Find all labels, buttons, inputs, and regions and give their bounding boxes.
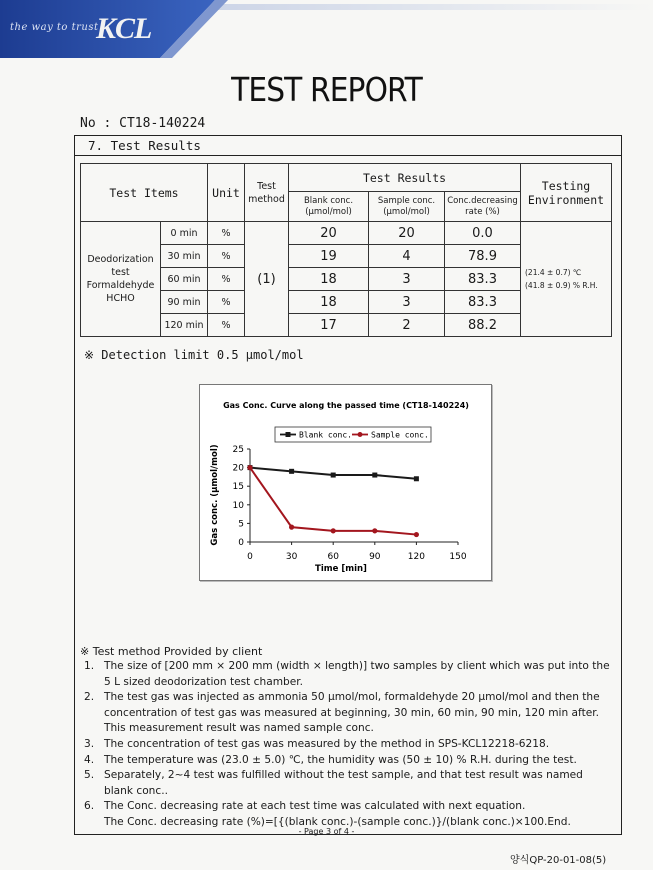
- rate-value: 88.2: [445, 314, 521, 337]
- sample-value: 3: [369, 268, 445, 291]
- section-divider: [74, 155, 622, 156]
- blank-value: 17: [289, 314, 369, 337]
- list-item: [84, 737, 614, 753]
- list-item: [84, 768, 614, 799]
- time-cell: 90 min: [161, 291, 208, 314]
- note-number: 6.: [84, 800, 95, 813]
- note-text: Separately, 2~4 test was fulfilled without the test sample, and that test result was named blank conc..: [104, 769, 583, 797]
- blank-conc-unit: (μmol/mol): [305, 206, 352, 217]
- item-line: test: [111, 267, 130, 278]
- sample-value: 3: [369, 291, 445, 314]
- report-number: No : CT18-140224: [80, 116, 206, 131]
- notes-list: [84, 659, 614, 831]
- decreasing-rate-label: Conc.decreasing: [447, 195, 518, 206]
- results-table: [80, 163, 612, 337]
- kcl-logo: KCL: [96, 12, 152, 45]
- time-cell: 60 min: [161, 268, 208, 291]
- rate-value: 78.9: [445, 245, 521, 268]
- unit-cell: %: [208, 314, 245, 337]
- blank-value: 18: [289, 268, 369, 291]
- y-tick-label: 5: [238, 519, 244, 530]
- unit-cell: %: [208, 222, 245, 245]
- y-tick-label: 20: [232, 463, 244, 474]
- environment-cell: [521, 222, 612, 337]
- list-item: [84, 690, 614, 737]
- series-point-blank: [414, 476, 419, 481]
- item-line: Deodorization: [87, 254, 154, 265]
- series-point-sample: [247, 465, 252, 470]
- y-tick-label: 10: [232, 500, 244, 511]
- list-item: [84, 799, 614, 830]
- y-tick-label: 0: [238, 538, 244, 548]
- sample-value: 4: [369, 245, 445, 268]
- sample-value: 2: [369, 314, 445, 337]
- series-point-sample: [372, 528, 377, 533]
- series-point-blank: [372, 473, 377, 478]
- test-item-name: [81, 222, 161, 337]
- gas-conc-chart: [199, 384, 492, 581]
- time-cell: 30 min: [161, 245, 208, 268]
- header-test-items: Test Items: [81, 164, 208, 222]
- section-title: 7. Test Results: [88, 138, 201, 153]
- header-blank-conc: [289, 192, 369, 222]
- x-tick-label: 60: [327, 552, 339, 562]
- note-text: The Conc. decreasing rate at each test time was calculated with next equation.: [104, 800, 526, 813]
- header-banner: [0, 0, 653, 62]
- series-point-blank: [289, 469, 294, 474]
- report-title: TEST REPORT: [231, 70, 422, 109]
- equation: The Conc. decreasing rate (%)=[{(blank conc.)-(sample conc.)}/(blank conc.)×100.End.: [104, 815, 571, 828]
- unit-cell: %: [208, 245, 245, 268]
- detection-limit: ※ Detection limit 0.5 μmol/mol: [84, 348, 304, 362]
- time-cell: 120 min: [161, 314, 208, 337]
- rate-value: 83.3: [445, 268, 521, 291]
- header-test-results: Test Results: [289, 164, 521, 192]
- note-text: The concentration of test gas was measured by the method in SPS-KCL12218-6218.: [104, 737, 550, 750]
- environment-temperature: (21.4 ± 0.7) ℃: [525, 268, 582, 277]
- legend-marker-0: [286, 432, 291, 437]
- sample-conc-unit: (μmol/mol): [383, 206, 430, 217]
- rate-value: 83.3: [445, 291, 521, 314]
- environment-humidity: (41.8 ± 0.9) % R.H.: [525, 281, 598, 290]
- y-tick-label: 25: [232, 445, 244, 455]
- series-point-sample: [331, 528, 336, 533]
- chart-y-label: Gas conc. (μmol/mol): [210, 444, 220, 546]
- chart-svg: [200, 385, 493, 582]
- x-tick-label: 30: [285, 552, 298, 562]
- note-number: 3.: [84, 737, 95, 750]
- x-tick-label: 90: [369, 552, 381, 562]
- test-method-cell: (1): [245, 222, 289, 337]
- table-row: [81, 222, 612, 245]
- note-number: 4.: [84, 753, 95, 766]
- note-number: 1.: [84, 660, 95, 672]
- page-footer: - Page 3 of 4 -: [298, 827, 355, 836]
- sample-value: 20: [369, 222, 445, 245]
- legend-marker-1: [358, 432, 363, 437]
- list-item: [84, 753, 614, 769]
- header-sample-conc: [369, 192, 445, 222]
- note-text: The size of [200 mm × 200 mm (width × length)] two samples by client which was put into the 5 L sized deodorization test chamber.: [104, 660, 610, 688]
- blank-conc-label: Blank conc.: [303, 195, 354, 206]
- item-line: Formaldehyde: [86, 280, 155, 291]
- blank-value: 19: [289, 245, 369, 268]
- sample-conc-label: Sample conc.: [377, 195, 436, 206]
- header-test-method: Test method: [245, 164, 289, 222]
- x-tick-label: 120: [407, 552, 425, 562]
- unit-cell: %: [208, 268, 245, 291]
- series-point-sample: [289, 525, 294, 530]
- form-code: 양식QP-20-01-08(5): [510, 855, 607, 866]
- legend-label-1: Sample conc.: [371, 430, 429, 440]
- header-unit: Unit: [208, 164, 245, 222]
- note-number: 5.: [84, 769, 95, 782]
- chart-title: Gas Conc. Curve along the passed time (CT18-140224): [223, 401, 469, 410]
- note-text: The test gas was injected as ammonia 50 μmol/mol, formaldehyde 20 μmol/mol and then the concentration of test gas was measured at beginning, 30 min, 60 min, 90 min, 120 min after. This measurement result was named sample conc.: [104, 691, 600, 735]
- note-text: The temperature was (23.0 ± 5.0) ℃, the humidity was (50 ± 10) % R.H. during the test.: [104, 753, 577, 766]
- x-tick-label: 0: [247, 552, 253, 562]
- decreasing-rate-unit: rate (%): [465, 206, 500, 217]
- header-decreasing-rate: [445, 192, 521, 222]
- y-tick-label: 15: [232, 482, 244, 493]
- series-point-blank: [331, 473, 336, 478]
- legend-label-0: Blank conc.: [299, 430, 352, 440]
- series-line-1: [250, 468, 416, 535]
- item-line: HCHO: [106, 293, 135, 304]
- x-tick-label: 150: [449, 552, 467, 562]
- header-testing-environment: Testing Environment: [521, 164, 612, 222]
- chart-x-label: Time [min]: [315, 564, 367, 574]
- series-point-sample: [414, 532, 419, 537]
- rate-value: 0.0: [445, 222, 521, 245]
- blank-value: 18: [289, 291, 369, 314]
- blank-value: 20: [289, 222, 369, 245]
- time-cell: 0 min: [161, 222, 208, 245]
- list-item: [84, 659, 614, 690]
- notes-heading: ※ Test method Provided by client: [80, 645, 263, 658]
- unit-cell: %: [208, 291, 245, 314]
- note-number: 2.: [84, 691, 95, 704]
- company-tagline: the way to trust: [10, 22, 99, 33]
